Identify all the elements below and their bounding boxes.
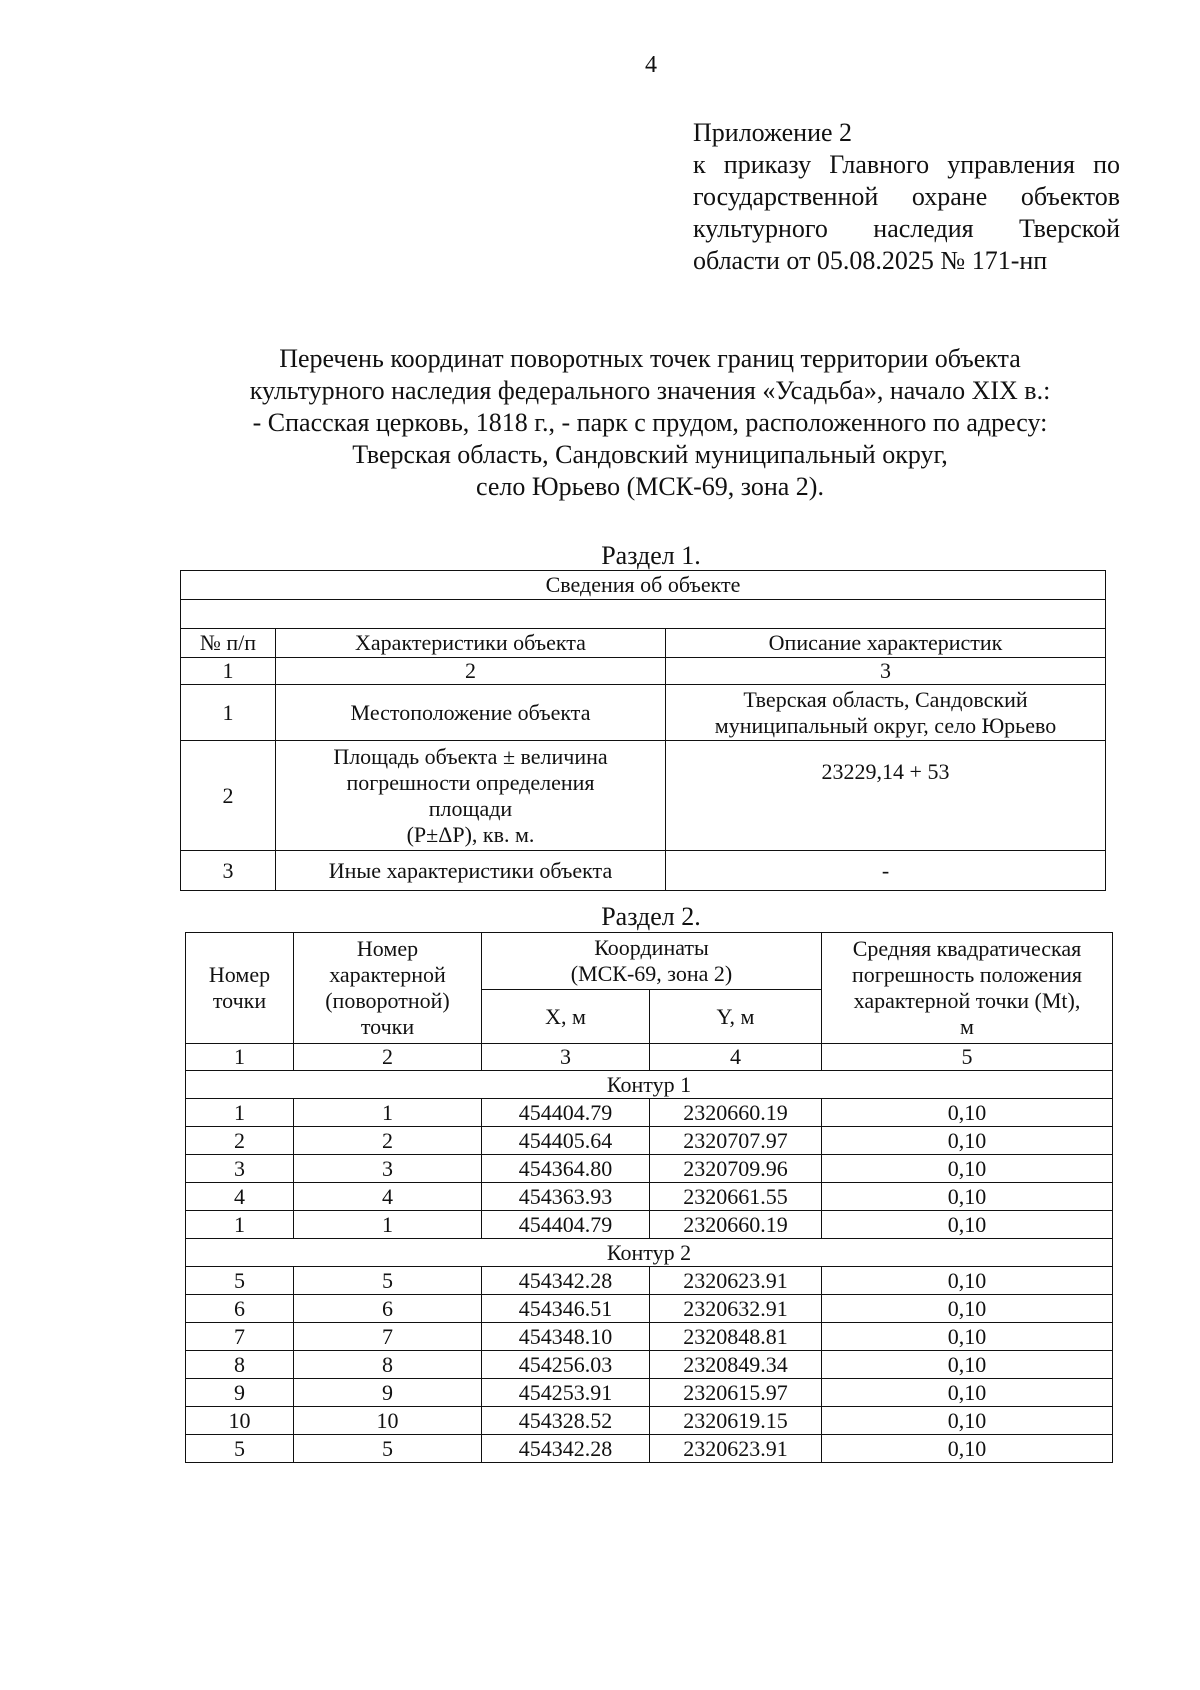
text-line: характерной точки (Mt), <box>853 988 1081 1013</box>
error-value: 0,10 <box>822 1351 1113 1379</box>
text-line: Площадь объекта ± величина <box>333 743 608 769</box>
x-coordinate: 454342.28 <box>482 1267 650 1295</box>
table-row <box>186 1267 1113 1295</box>
column-number: 3 <box>482 1044 650 1071</box>
y-coordinate: 2320623.91 <box>650 1267 822 1295</box>
empty-row <box>181 600 1106 629</box>
characteristic-point: 10 <box>294 1407 482 1435</box>
table-row <box>181 851 1106 891</box>
y-coordinate: 2320619.15 <box>650 1407 822 1435</box>
header-coordinates <box>482 933 822 990</box>
column-header: Характеристики объекта <box>276 629 666 658</box>
characteristic-point: 3 <box>294 1155 482 1183</box>
table-row <box>181 741 1106 851</box>
x-coordinate: 454346.51 <box>482 1295 650 1323</box>
column-number: 5 <box>822 1044 1113 1071</box>
error-value: 0,10 <box>822 1407 1113 1435</box>
characteristic-point: 6 <box>294 1295 482 1323</box>
text-line: точки <box>212 988 267 1013</box>
characteristic-point: 9 <box>294 1379 482 1407</box>
contour-name: Контур 1 <box>186 1071 1113 1099</box>
text-line: (поворотной) <box>325 988 450 1013</box>
text-line: точки <box>360 1014 415 1039</box>
row-number: 2 <box>181 741 276 851</box>
section1-label: Раздел 1. <box>601 541 701 570</box>
characteristic-name <box>276 741 666 851</box>
object-info-caption: Сведения об объекте <box>181 571 1106 600</box>
text-line: площади <box>428 795 513 821</box>
error-value: 0,10 <box>822 1435 1113 1463</box>
point-number: 5 <box>186 1435 294 1463</box>
characteristic-point: 2 <box>294 1127 482 1155</box>
column-number: 2 <box>294 1044 482 1071</box>
table-row <box>181 685 1106 741</box>
characteristic-point: 1 <box>294 1211 482 1239</box>
table-row <box>186 1295 1113 1323</box>
y-coordinate: 2320849.34 <box>650 1351 822 1379</box>
error-value: 0,10 <box>822 1127 1113 1155</box>
characteristic-point: 5 <box>294 1267 482 1295</box>
characteristic-value <box>666 741 1106 851</box>
characteristic-value <box>666 851 1106 891</box>
column-header: № п/п <box>181 629 276 658</box>
table-row <box>186 1435 1113 1463</box>
point-number: 1 <box>186 1099 294 1127</box>
x-coordinate: 454328.52 <box>482 1407 650 1435</box>
table-row <box>186 1155 1113 1183</box>
point-number: 1 <box>186 1211 294 1239</box>
text-line: Координаты <box>594 935 709 960</box>
table-row <box>186 1099 1113 1127</box>
title-line: - Спасская церковь, 1818 г., - парк с прудом, расположенного по адресу: <box>252 408 1048 437</box>
table-row <box>186 1323 1113 1351</box>
characteristic-point: 5 <box>294 1435 482 1463</box>
x-coordinate: 454404.79 <box>482 1099 650 1127</box>
table-row <box>186 1407 1113 1435</box>
table-row <box>186 1127 1113 1155</box>
row-number: 1 <box>181 685 276 741</box>
text-line: Тверская область, Сандовский <box>743 686 1028 712</box>
text-line: Иные характеристики объекта <box>328 857 613 883</box>
error-value: 0,10 <box>822 1099 1113 1127</box>
column-number: 3 <box>666 658 1106 685</box>
appendix-line: области от 05.08.2025 № 171-нп <box>693 246 1048 275</box>
error-value: 0,10 <box>822 1155 1113 1183</box>
characteristic-point: 8 <box>294 1351 482 1379</box>
text-line: Номер <box>356 936 419 961</box>
y-coordinate: 2320632.91 <box>650 1295 822 1323</box>
point-number: 4 <box>186 1183 294 1211</box>
appendix-header <box>693 117 1120 277</box>
header-x: X, м <box>482 990 650 1044</box>
text-line: характерной <box>329 962 446 987</box>
point-number: 5 <box>186 1267 294 1295</box>
column-header: Описание характеристик <box>666 629 1106 658</box>
header-y: Y, м <box>650 990 822 1044</box>
appendix-line: культурного наследия Тверской <box>693 214 1120 243</box>
title-line: культурного наследия федерального значения «Усадьба», начало XIX в.: <box>249 376 1051 405</box>
text-line: (Р±ΔР), кв. м. <box>406 821 535 847</box>
y-coordinate: 2320660.19 <box>650 1099 822 1127</box>
contour-row <box>186 1071 1113 1099</box>
text-line: погрешности определения <box>346 769 595 795</box>
header-point-number <box>186 933 294 1044</box>
y-coordinate: 2320709.96 <box>650 1155 822 1183</box>
table-row <box>186 1351 1113 1379</box>
x-coordinate: 454405.64 <box>482 1127 650 1155</box>
characteristic-name <box>276 851 666 891</box>
x-coordinate: 454256.03 <box>482 1351 650 1379</box>
point-number: 3 <box>186 1155 294 1183</box>
area-value: 23229,14 + 53 <box>821 759 950 784</box>
error-value: 0,10 <box>822 1379 1113 1407</box>
title-line: Тверская область, Сандовский муниципальный округ, <box>352 440 948 469</box>
y-coordinate: 2320707.97 <box>650 1127 822 1155</box>
x-coordinate: 454342.28 <box>482 1435 650 1463</box>
y-coordinate: 2320660.19 <box>650 1211 822 1239</box>
row-number: 3 <box>181 851 276 891</box>
coordinates-body <box>186 1071 1113 1463</box>
header-error <box>822 933 1113 1044</box>
page-number: 4 <box>645 52 657 78</box>
characteristic-point: 7 <box>294 1323 482 1351</box>
point-number: 6 <box>186 1295 294 1323</box>
characteristic-name <box>276 685 666 741</box>
coordinates-table <box>185 932 1113 1463</box>
x-coordinate: 454404.79 <box>482 1211 650 1239</box>
characteristic-point: 4 <box>294 1183 482 1211</box>
appendix-line: Приложение 2 <box>693 118 853 147</box>
section2-label: Раздел 2. <box>601 902 701 931</box>
x-coordinate: 454363.93 <box>482 1183 650 1211</box>
column-number: 4 <box>650 1044 822 1071</box>
column-number: 2 <box>276 658 666 685</box>
error-value: 0,10 <box>822 1183 1113 1211</box>
header-characteristic-point <box>294 933 482 1044</box>
y-coordinate: 2320661.55 <box>650 1183 822 1211</box>
x-coordinate: 454253.91 <box>482 1379 650 1407</box>
document-title <box>180 343 1120 503</box>
error-value: 0,10 <box>822 1323 1113 1351</box>
column-number: 1 <box>181 658 276 685</box>
y-coordinate: 2320615.97 <box>650 1379 822 1407</box>
table-row <box>186 1379 1113 1407</box>
point-number: 2 <box>186 1127 294 1155</box>
contour-row <box>186 1239 1113 1267</box>
text-line: Номер <box>208 962 271 987</box>
title-line: село Юрьево (МСК-69, зона 2). <box>476 472 824 501</box>
contour-name: Контур 2 <box>186 1239 1113 1267</box>
text-line: - <box>881 857 890 883</box>
text-line: м <box>960 1014 974 1039</box>
point-number: 9 <box>186 1379 294 1407</box>
point-number: 10 <box>186 1407 294 1435</box>
error-value: 0,10 <box>822 1267 1113 1295</box>
x-coordinate: 454348.10 <box>482 1323 650 1351</box>
table-row <box>186 1211 1113 1239</box>
y-coordinate: 2320848.81 <box>650 1323 822 1351</box>
characteristic-value <box>666 685 1106 741</box>
error-value: 0,10 <box>822 1295 1113 1323</box>
column-number: 1 <box>186 1044 294 1071</box>
text-line: Местоположение объекта <box>350 699 591 725</box>
table-row <box>186 1183 1113 1211</box>
appendix-line: к приказу Главного управления по <box>693 150 1120 179</box>
y-coordinate: 2320623.91 <box>650 1435 822 1463</box>
x-coordinate: 454364.80 <box>482 1155 650 1183</box>
characteristic-point: 1 <box>294 1099 482 1127</box>
text-line: муниципальный округ, село Юрьево <box>714 712 1057 738</box>
point-number: 7 <box>186 1323 294 1351</box>
text-line: (МСК-69, зона 2) <box>570 961 733 986</box>
error-value: 0,10 <box>822 1211 1113 1239</box>
text-line: Средняя квадратическая <box>852 936 1082 961</box>
point-number: 8 <box>186 1351 294 1379</box>
appendix-line: государственной охране объектов <box>693 182 1120 211</box>
text-line: погрешность положения <box>852 962 1082 987</box>
object-info-table <box>180 570 1106 891</box>
title-line: Перечень координат поворотных точек границ территории объекта <box>279 344 1021 373</box>
